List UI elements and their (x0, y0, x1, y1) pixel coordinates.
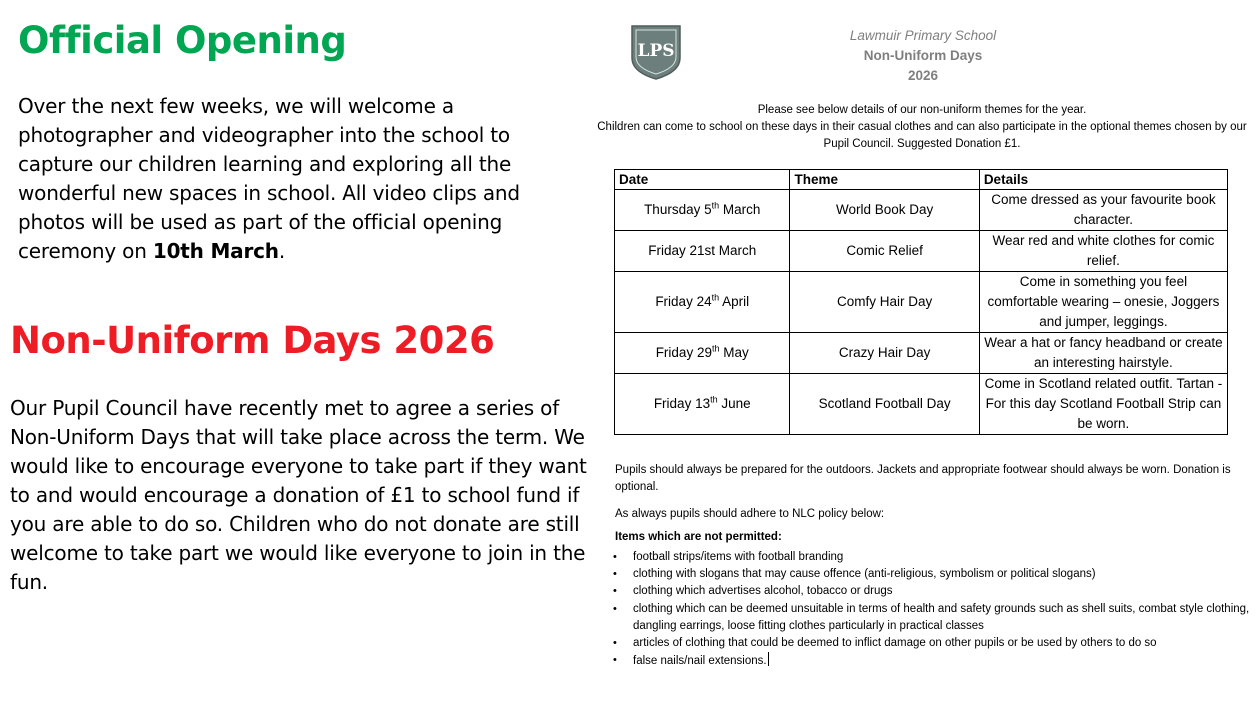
date-cell: Thursday 5th March (615, 190, 790, 231)
school-header (796, 26, 1050, 86)
theme-cell: Crazy Hair Day (790, 333, 979, 374)
column-header-theme: Theme (790, 170, 979, 190)
non-uniform-heading: Non-Uniform Days 2026 (10, 319, 495, 362)
not-permitted-title: Items which are not permitted: (615, 531, 782, 543)
table-header-row (615, 170, 1228, 190)
document-title: Non-Uniform Days (863, 48, 983, 63)
theme-cell: Scotland Football Day (790, 374, 979, 435)
list-item: • articles of clothing that could be deemed to inflict damage on other pupils or be used by others to do so (615, 635, 1255, 652)
details-cell: Come in something you feel comfortable wearing – onesie, Joggers and jumper, leggings. (979, 272, 1227, 333)
theme-cell: Comic Relief (790, 231, 979, 272)
column-header-date: Date (615, 170, 790, 190)
crest-letters: LPS (637, 41, 675, 61)
date-cell: Friday 29th May (615, 333, 790, 374)
school-crest-icon (630, 24, 682, 80)
table-row (615, 190, 1228, 231)
list-item: • clothing with slogans that may cause offence (anti-religious, symbolism or political slogans) (615, 566, 1255, 583)
details-cell: Wear red and white clothes for comic relief. (979, 231, 1227, 272)
list-item: • clothing which advertises alcohol, tobacco or drugs (615, 583, 1255, 600)
theme-cell: World Book Day (790, 190, 979, 231)
column-header-details: Details (979, 170, 1227, 190)
official-para-text: Over the next few weeks, we will welcome a photographer and videographer into the school to capture our children learning and exploring all the wonderful new spaces in school. All video clips and photos will be used as part of the official opening ceremony on (18, 94, 520, 263)
document-year: 2026 (907, 68, 939, 83)
date-cell: Friday 24th April (615, 272, 790, 333)
theme-cell: Comfy Hair Day (790, 272, 979, 333)
policy-note: As always pupils should adhere to NLC policy below: (615, 508, 885, 520)
themes-table (614, 169, 1228, 435)
intro-line-2: Children can come to school on these days in their casual clothes and can also participate in the optional themes chosen by our Pupil Council. Suggested Donation £1. (597, 121, 1247, 150)
official-para-end: . (278, 239, 285, 263)
list-item: • clothing which can be deemed unsuitable in terms of health and safety grounds such as shell suits, combat style clothing, dangling earrings, loose fitting clothes particularly in practical classes (615, 601, 1255, 635)
pupil-council-paragraph: Our Pupil Council have recently met to agree a series of Non-Uniform Days that will take place across the term. We would like to encourage everyone to take part if they want to and would encourage a donation of £1 to school fund if you are able to do so. Children who do not donate are still welcome to take part we would like everyone to join in the fun. (10, 396, 587, 594)
table-row (615, 333, 1228, 374)
list-item: • false nails/nail extensions. (615, 652, 1255, 670)
intro-text (596, 102, 1248, 153)
not-permitted-list (615, 549, 1255, 670)
table-row (615, 374, 1228, 435)
school-name: Lawmuir Primary School (849, 28, 997, 43)
details-cell: Wear a hat or fancy headband or create an interesting hairstyle. (979, 333, 1227, 374)
non-uniform-document (596, 0, 1260, 705)
intro-line-1: Please see below details of our non-uniform themes for the year. (757, 104, 1087, 116)
table-row (615, 231, 1228, 272)
official-date: 10th March (152, 239, 279, 263)
date-cell: Friday 21st March (615, 231, 790, 272)
outdoors-note: Pupils should always be prepared for the outdoors. Jackets and appropriate footwear should always be worn. Donation is optional. (615, 464, 1231, 493)
details-cell: Come in Scotland related outfit. Tartan - For this day Scotland Football Strip can be worn. (979, 374, 1227, 435)
text-cursor (768, 652, 769, 666)
list-item: • football strips/items with football branding (615, 549, 1255, 566)
details-cell: Come dressed as your favourite book character. (979, 190, 1227, 231)
official-opening-heading: Official Opening (18, 19, 347, 62)
table-row (615, 272, 1228, 333)
date-cell: Friday 13th June (615, 374, 790, 435)
official-opening-paragraph (18, 92, 578, 266)
